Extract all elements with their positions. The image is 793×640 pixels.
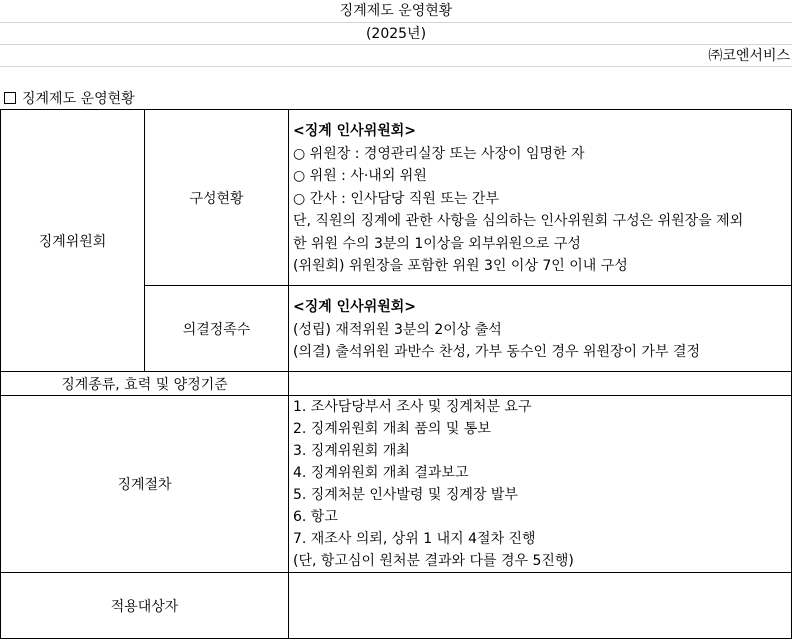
types-label: 징계종류, 효력 및 양정기준 — [61, 376, 228, 393]
procedure-step: 3. 징계위원회 개최 — [293, 443, 410, 459]
procedure-step: (단, 항고심이 원처분 결과와 다를 경우 5진행) — [293, 553, 574, 569]
composition-line: (위원회) 위원장을 포함한 위원 3인 이상 7인 이내 구성 — [293, 258, 628, 274]
composition-line: 단, 직원의 징계에 관한 사항을 심의하는 인사위원회 구성은 위원장을 제외 — [293, 213, 744, 229]
target-value-cell — [289, 573, 792, 639]
procedure-step: 6. 항고 — [293, 509, 338, 525]
quorum-line: (성립) 재적위원 3분의 2이상 출석 — [293, 321, 502, 338]
composition-line: ○ 위원 : 사·내외 위원 — [293, 168, 427, 184]
composition-line: ○ 위원장 : 경영관리실장 또는 사장이 임명한 자 — [293, 145, 585, 162]
gridline — [0, 66, 792, 67]
composition-content-cell — [289, 110, 792, 286]
procedure-step: 4. 징계위원회 개최 결과보고 — [293, 465, 469, 481]
quorum-heading: <징계 인사위원회> — [293, 299, 417, 315]
types-label-cell — [0, 372, 289, 396]
quorum-line: (의결) 출석위원 과반수 찬성, 가부 동수인 경우 위원장이 가부 결정 — [293, 344, 701, 360]
composition-label: 구성현황 — [189, 190, 244, 207]
composition-heading: <징계 인사위원회> — [293, 123, 417, 139]
section-heading — [0, 88, 792, 110]
composition-line: ○ 간사 : 인사담당 직원 또는 간부 — [293, 190, 499, 207]
quorum-label: 의결정족수 — [182, 321, 251, 338]
checkbox-icon — [4, 92, 16, 104]
procedure-step: 1. 조사담당부서 조사 및 징계처분 요구 — [293, 399, 532, 415]
company-name: ㈜코엔서비스 — [708, 48, 790, 64]
document-title: 징계제도 운영현황 — [339, 3, 453, 19]
procedure-step: 2. 징계위원회 개최 품의 및 통보 — [293, 421, 491, 437]
procedure-step: 7. 재조사 의뢰, 상위 1 내지 4절차 진행 — [293, 531, 536, 547]
types-value-cell — [289, 372, 792, 396]
target-label-cell — [0, 573, 289, 639]
composition-line: 한 위원 수의 3분의 1이상을 외부위원으로 구성 — [293, 235, 581, 252]
procedure-steps-cell — [289, 396, 792, 573]
section-label: 징계제도 운영현황 — [22, 91, 135, 107]
procedure-label-cell — [0, 396, 289, 573]
committee-label: 징계위원회 — [38, 233, 107, 250]
target-label: 적용대상자 — [110, 598, 179, 615]
document-year: (2025년) — [365, 26, 427, 42]
committee-label-cell — [0, 110, 145, 372]
quorum-content-cell — [289, 286, 792, 372]
procedure-step: 5. 징계처분 인사발령 및 징계장 발부 — [293, 487, 518, 503]
procedure-label: 징계절차 — [117, 477, 172, 493]
composition-label-cell — [145, 110, 289, 286]
quorum-label-cell — [145, 286, 289, 372]
